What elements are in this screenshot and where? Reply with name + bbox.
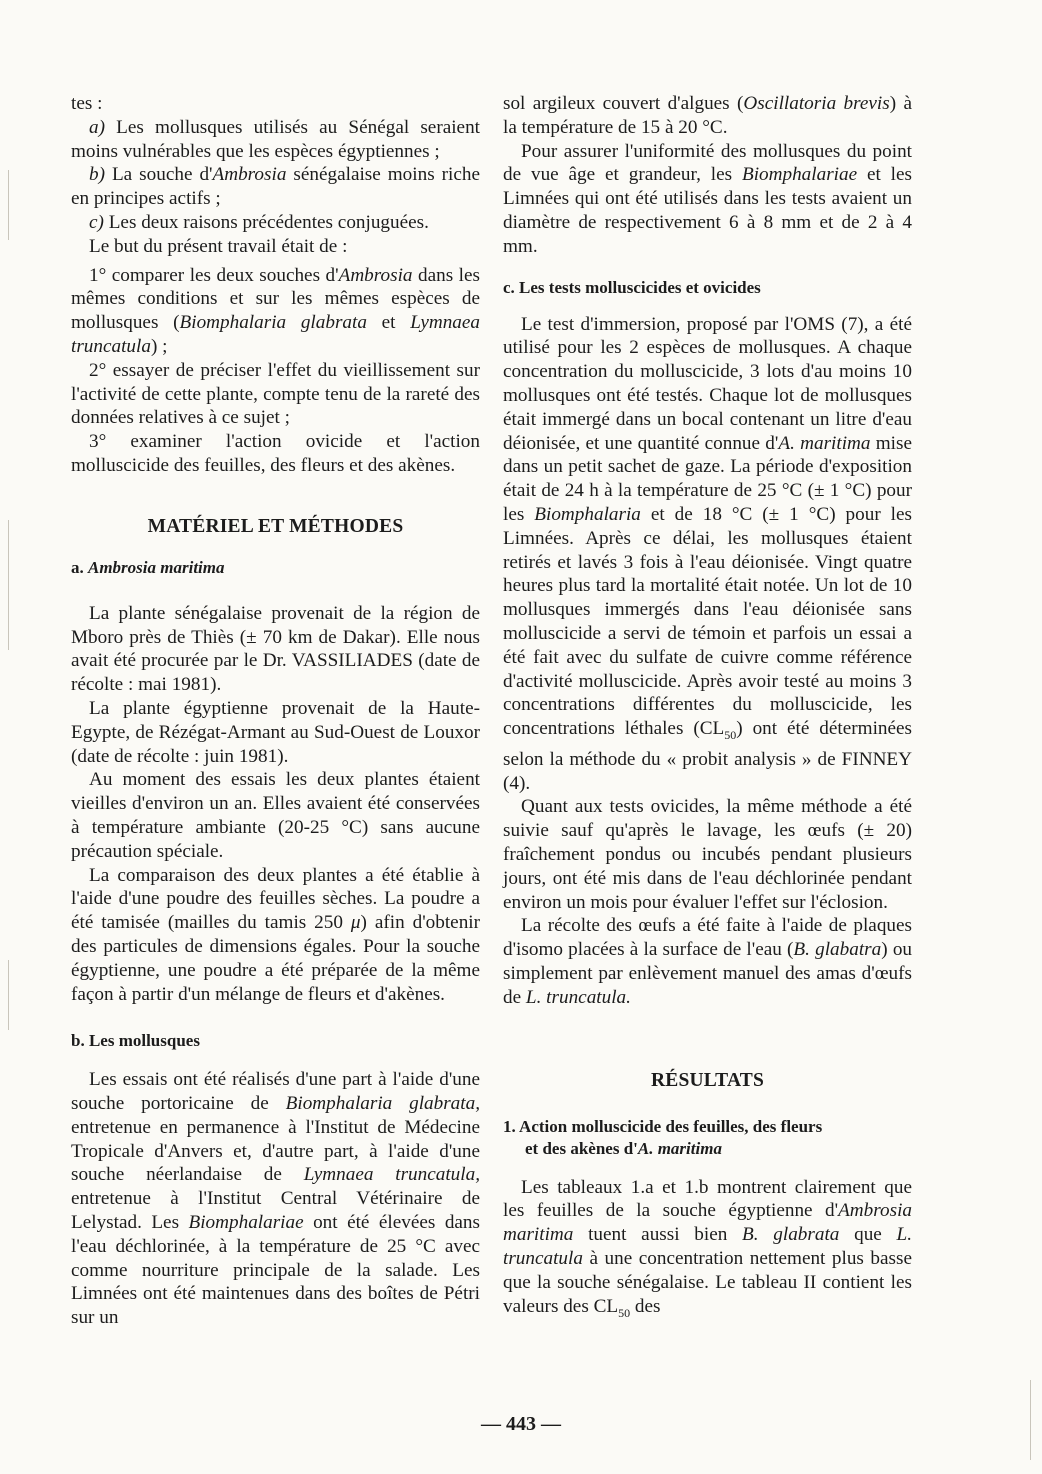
- paragraph: tes :: [71, 93, 103, 114]
- section-heading: RÉSULTATS: [650, 1069, 765, 1091]
- right-column: [503, 92, 912, 1325]
- paragraph: La plante sénégalaise provenait de la région de Mboro près de Thiès (± 70 km de Dakar). Elle nous avait été procurée par le Dr. VASSILIADES (date de récolte : mai 1981).: [71, 602, 480, 696]
- paragraph: Quant aux tests ovicides, la même méthode a été suivie sauf qu'après le lavage, les œufs (± 20) fraîchement pondus ou incubés pendant plusieurs jours, ont été mis dans de l'eau déchlorinée pendant environ un mois pour évaluer l'effet sur l'éclosion.: [503, 796, 912, 913]
- paragraph: Le test d'immersion, proposé par l'OMS (7), a été utilisé pour les 2 espèces de mollusques. A chaque concentration du molluscicide, 3 lots d'au moins 10 mollusques ont été testés. Chaque lot de mollusques était immergé dans un bocal contenant un litre d'eau déionisée, et une quantité connue d'A. maritima mise dans un petit sachet de gaze. La période d'exposition était de 24 h à la température de 25 °C (± 1 °C) pour les Biomphalaria et de 18 °C (± 1 °C) pour les Limnées. Après ce délai, les mollusques étaient retirés et lavés 3 fois à l'eau déionisée. Vingt quatre heures plus tard la mortalité était notée. Un lot de 10 mollusques immergés dans l'eau déionisée sans molluscicide a servi de témoin et parfois un essai a été fait avec du sulfate de cuivre comme référence d'activité molluscicide. Après avoir testé au moins 3 concentrations différentes du molluscicide, les concentrations léthales $(CL_{50})$ ont été déterminées selon la méthode du « probit analysis » de FINNEY (4).: [503, 313, 912, 794]
- subsection-heading: 1. Action molluscicide des feuilles, des fleurs et des akènes d'A. maritima: [503, 1116, 823, 1158]
- paragraph: sol argileux couvert d'algues (Oscillatoria brevis) à la température de 15 à 20 °C.: [503, 93, 913, 138]
- paragraph: c) Les deux raisons précédentes conjuguées.: [89, 211, 429, 233]
- subsection-heading: c. Les tests molluscicides et ovicides: [503, 277, 761, 297]
- paragraph: 2° essayer de préciser l'effet du vieillissement sur l'activité de cette plante, compte tenu de la rareté des données relatives à ce sujet ;: [71, 359, 480, 429]
- subsection-heading: a. Ambrosia maritima: [71, 557, 225, 577]
- subsection-heading: b. Les mollusques: [71, 1031, 200, 1051]
- paragraph: 1° comparer les deux souches d'Ambrosia dans les mêmes conditions et sur les mêmes espèces de mollusques (Biomphalaria glabrata et Lymnaea truncatula) ;: [71, 264, 480, 357]
- paragraph: La comparaison des deux plantes a été établie à l'aide d'une poudre des feuilles sèches. La poudre a été tamisée (mailles du tamis 250 μ) afin d'obtenir des particules de dimensions égales. Pour la souche égyptienne, une poudre a été préparée de la même façon à partir d'un mélange de fleurs et d'akènes.: [71, 864, 481, 1005]
- paragraph: b) La souche d'Ambrosia sénégalaise moins riche en principes actifs ;: [71, 164, 480, 210]
- paragraph: La récolte des œufs a été faite à l'aide de plaques d'isomo placées à la surface de l'eau (B. glabatra) ou simplement par enlèvement manuel des amas d'œufs de L. truncatula.: [503, 915, 913, 1008]
- scan-edge-line: [8, 520, 9, 650]
- scan-edge-line: [8, 170, 9, 240]
- left-column: [71, 92, 480, 1330]
- paragraph: 3° examiner l'action ovicide et l'action molluscicide des feuilles, des fleurs et des akènes.: [71, 431, 480, 476]
- paragraph: Les essais ont été réalisés d'une part à l'aide d'une souche portoricaine de Biomphalaria glabrata, entretenue en permanence à l'Institut de Médecine Tropicale d'Anvers et, d'autre part, à l'aide d'une souche néerlandaise de Lymnaea truncatula, entretenue à l'Institut Central Vétérinaire de Lelystad. Les Biomphalariae ont été élevées dans l'eau déchlorinée, à la température de 25 °C avec comme nourriture principale de la salade. Les Limnées ont été maintenues dans des boîtes de Pétri sur un: [71, 1069, 481, 1329]
- paragraph: a) Les mollusques utilisés au Sénégal seraient moins vulnérables que les espèces égyptiennes ;: [71, 116, 480, 162]
- section-heading: MATÉRIEL ET MÉTHODES: [147, 515, 404, 537]
- paragraph: Pour assurer l'uniformité des mollusques du point de vue âge et grandeur, les Biomphalariae et les Limnées qui ont été utilisés dans les tests avaient un diamètre de respectivement 6 à 8 mm et de 2 à 4 mm.: [503, 140, 912, 257]
- page-number: — 443 —: [481, 1413, 561, 1435]
- paragraph: Au moment des essais les deux plantes étaient vieilles d'environ un an. Elles avaient été conservées à température ambiante (20-25 °C) sans aucune précaution spéciale.: [71, 769, 480, 862]
- paragraph: Le but du présent travail était de :: [89, 235, 348, 257]
- paragraph: La plante égyptienne provenait de la Haute-Egypte, de Rézégat-Armant au Sud-Ouest de Louxor (date de récolte : juin 1981).: [71, 697, 480, 767]
- paragraph: Les tableaux 1.a et 1.b montrent clairement que les feuilles de la souche égyptienne d'Ambrosia maritima tuent aussi bien B. glabrata que L. truncatula à une concentration nettement plus basse que la souche sénégalaise. Le tableau II contient les valeurs des $CL_{50}$ des: [503, 1176, 912, 1320]
- scan-edge-line: [8, 960, 9, 1030]
